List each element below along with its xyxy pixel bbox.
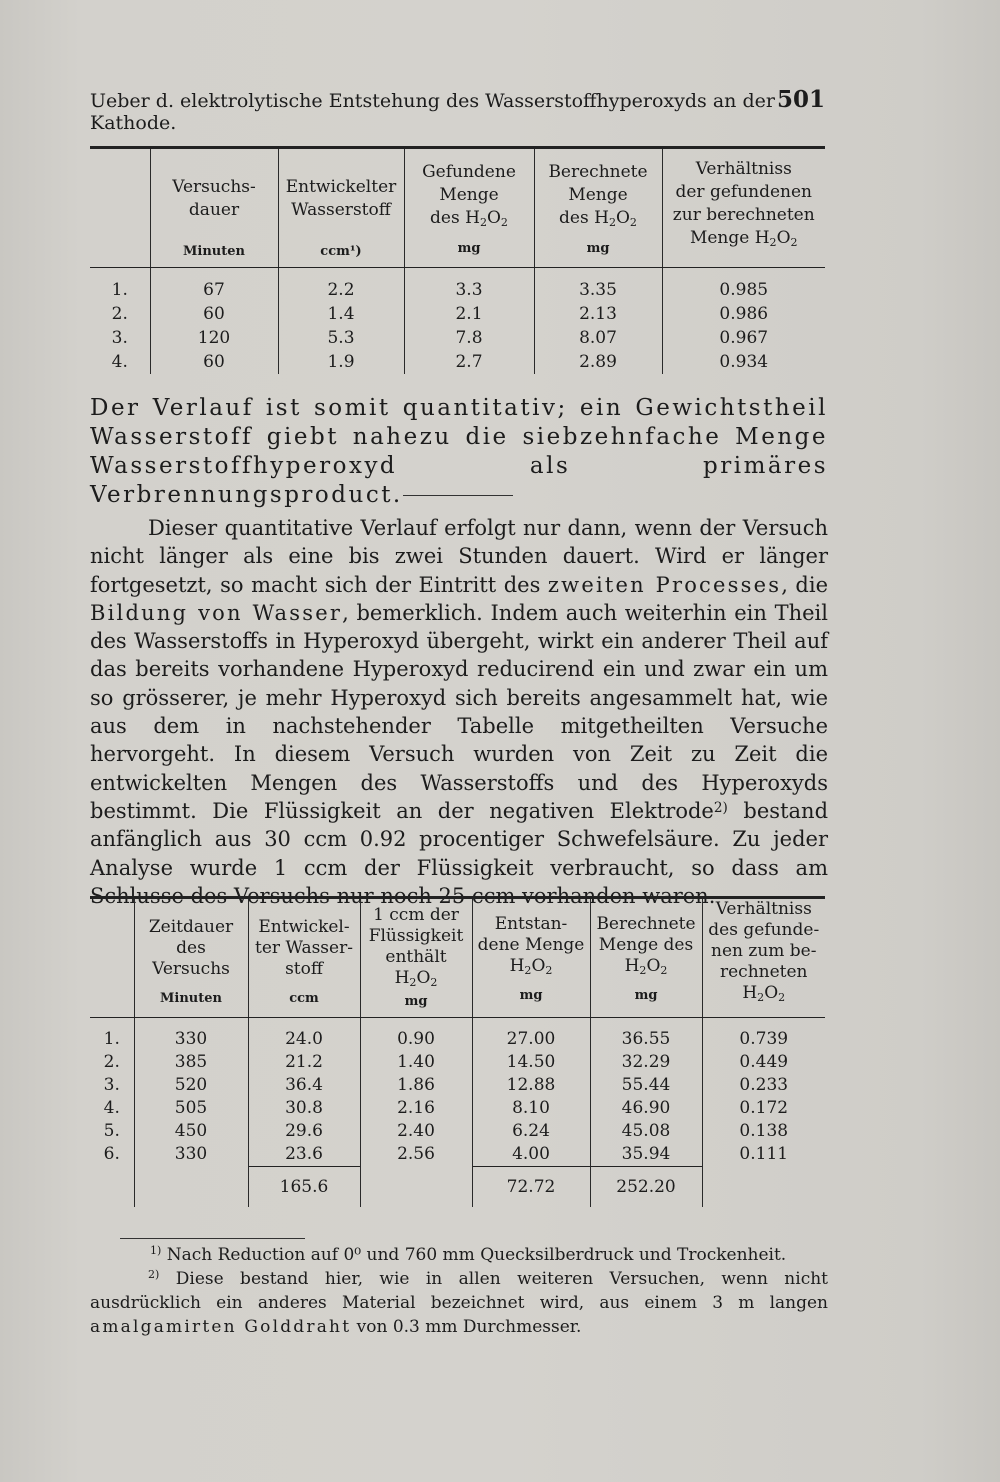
table-cell: 2.40 (360, 1120, 472, 1143)
footnote-2: $^{2)}$ Diese bestand hier, wie in allen weiteren Versuchen, wenn nicht ausdrücklich ein anderes Material bezeichnet wird, aus einem 3 m langen amalgamirten Golddraht von 0.3 mm Durchmesser. (90, 1268, 828, 1337)
table-row (90, 302, 825, 326)
table-cell: 0.967 (662, 326, 825, 350)
table-cell: 3.35 (534, 268, 662, 303)
table-row (90, 1018, 825, 1052)
table-cell: 520 (134, 1074, 248, 1097)
empty-cell (90, 1167, 134, 1208)
body-paragraph: Dieser quantitative Verlauf erfolgt nur dann, wenn der Versuch nicht länger als eine bis zwei Stunden dauert. Wird er länger fortgesetzt, so macht sich der Eintritt des zweiten Processes, die Bildung von Wasser, bemerklich. Indem auch weiterhin ein Theil des Wasserstoffs in Hyperoxyd übergeht, wirkt ein anderer Theil auf das bereits vorhandene Hyperoxyd reducirend ein und zwar ein um so grösserer, je mehr Hyperoxyd sich bereits angesammelt hat, wie aus dem in nachstehender Tabelle mitgetheilten Versuche hervorgeht. In diesem Versuch wurden von Zeit zu Zeit die entwickelten Mengen des Wasserstoffs und des Hyperoxyds bestimmt. Die Flüssigkeit an der negativen Elektrode$^{2)}$ bestand anfänglich aus 30 ccm 0.92 procentiger Schwefelsäure. Zu jeder Analyse wurde 1 ccm der Flüssigkeit verbraucht, so dass am Schlusse des Versuchs nur noch 25 ccm vorhanden waren. (90, 516, 829, 908)
table-cell: 46.90 (590, 1097, 702, 1120)
table-cell: 60 (150, 302, 278, 326)
table-cell: 0.739 (702, 1018, 825, 1052)
section-separator (403, 495, 513, 496)
sum-cell: 165.6 (248, 1167, 360, 1208)
table-cell: 36.55 (590, 1018, 702, 1052)
table-cell: 27.00 (472, 1018, 590, 1052)
row-number-header (90, 148, 150, 268)
table-row (90, 1120, 825, 1143)
footnote-1: $^{1)}$ Nach Reduction auf 0⁰ und 760 mm Quecksilberdruck und Trockenheit. (150, 1244, 787, 1265)
col-header-hydrogen: Entwickelter Wasserstoff ccm¹) (278, 148, 404, 268)
table-cell: 0.138 (702, 1120, 825, 1143)
row-number-cell: 1. (111, 280, 128, 300)
result-paragraph: Der Verlauf ist somit quantitativ; ein Gewichtstheil Wasserstoff giebt nahezu die siebzehnfache Menge Wasserstoffhyperoxyd als primäres Verbrennungsproduct. (90, 395, 828, 508)
table-cell: 2.2 (278, 268, 404, 303)
table-cell: 6.24 (472, 1120, 590, 1143)
table-cell: 0.934 (662, 350, 825, 374)
table-cell: 55.44 (590, 1074, 702, 1097)
table-cell: 24.0 (248, 1018, 360, 1052)
col-header-found: Gefundene Menge des $H_2O_2$ mg (404, 148, 534, 268)
table-cell: 1.40 (360, 1051, 472, 1074)
table-row (90, 1143, 825, 1167)
table-row (90, 326, 825, 350)
empty-cell (702, 1167, 825, 1208)
sum-cell: 252.20 (590, 1167, 702, 1208)
table-cell: 12.88 (472, 1074, 590, 1097)
table-cell: 23.6 (248, 1143, 360, 1167)
table-cell: 7.8 (404, 326, 534, 350)
running-header (90, 86, 825, 134)
row-number-cell: 1. (103, 1029, 120, 1049)
sum-cell: 72.72 (472, 1167, 590, 1208)
table-cell: 450 (134, 1120, 248, 1143)
table-cell: 1.4 (278, 302, 404, 326)
table-cell: 0.90 (360, 1018, 472, 1052)
table-cell: 0.111 (702, 1143, 825, 1167)
table-cell: 30.8 (248, 1097, 360, 1120)
col-header-duration: Versuchs- dauer Minuten (150, 148, 278, 268)
sum-row (90, 1167, 825, 1208)
table-cell: 8.07 (534, 326, 662, 350)
footnote-ref-2: 2) (713, 799, 728, 816)
table-cell: 1.9 (278, 350, 404, 374)
table-cell: 0.986 (662, 302, 825, 326)
col-header-duration: Zeitdauer des Versuchs Minuten (134, 898, 248, 1018)
table-cell: 2.13 (534, 302, 662, 326)
running-title: Ueber d. elektrolytische Entstehung des Wasserstoffhyperoxyds an der Kathode. (90, 90, 775, 134)
page-number: 501 (776, 86, 825, 113)
row-number-header (90, 898, 134, 1018)
empty-cell (360, 1167, 472, 1208)
table-cell: 2.16 (360, 1097, 472, 1120)
table-cell: 330 (134, 1143, 248, 1167)
col-header-calculated: Berechnete Menge des $H_2O_2$ mg (534, 148, 662, 268)
col-header-calculated: Berechnete Menge des $H_2O_2$ mg (590, 898, 702, 1018)
table-cell: 4.00 (472, 1143, 590, 1167)
table-electrolysis-short (90, 146, 825, 374)
row-number-cell: 5. (103, 1121, 120, 1141)
table-cell: 2.7 (404, 350, 534, 374)
table-cell: 8.10 (472, 1097, 590, 1120)
col-header-ratio: Verhältniss der gefundenen zur berechneten Menge $H_2O_2$ (662, 148, 825, 268)
table-cell: 5.3 (278, 326, 404, 350)
table-cell: 32.29 (590, 1051, 702, 1074)
table-electrolysis-long (90, 896, 825, 1207)
table-row (90, 1074, 825, 1097)
row-number-cell: 4. (111, 352, 128, 372)
col-header-ratio: Verhältniss des gefunde- nen zum be- rechneten $H_2O_2$ (702, 898, 825, 1018)
table-row (90, 268, 825, 303)
table-cell: 385 (134, 1051, 248, 1074)
table-row (90, 1097, 825, 1120)
table-cell: 2.1 (404, 302, 534, 326)
table-cell: 29.6 (248, 1120, 360, 1143)
table-cell: 2.56 (360, 1143, 472, 1167)
table-cell: 0.233 (702, 1074, 825, 1097)
empty-cell (134, 1167, 248, 1208)
row-number-cell: 4. (103, 1098, 120, 1118)
table-cell: 21.2 (248, 1051, 360, 1074)
table-cell: 36.4 (248, 1074, 360, 1097)
table-cell: 0.985 (662, 268, 825, 303)
col-header-formed: Entstan- dene Menge $H_2O_2$ mg (472, 898, 590, 1018)
table-row (90, 1051, 825, 1074)
table-row (90, 350, 825, 374)
table-cell: 2.89 (534, 350, 662, 374)
table-cell: 60 (150, 350, 278, 374)
table-cell: 14.50 (472, 1051, 590, 1074)
table-cell: 0.449 (702, 1051, 825, 1074)
row-number-cell: 3. (111, 328, 128, 348)
table-cell: 3.3 (404, 268, 534, 303)
table-cell: 505 (134, 1097, 248, 1120)
col-header-hydrogen: Entwickel- ter Wasser- stoff ccm (248, 898, 360, 1018)
row-number-cell: 2. (103, 1052, 120, 1072)
table-cell: 35.94 (590, 1143, 702, 1167)
table-cell: 45.08 (590, 1120, 702, 1143)
row-number-cell: 6. (103, 1144, 120, 1165)
footnote-rule (120, 1238, 305, 1239)
table-cell: 0.172 (702, 1097, 825, 1120)
row-number-cell: 2. (111, 304, 128, 324)
row-number-cell: 3. (103, 1075, 120, 1095)
table-cell: 330 (134, 1018, 248, 1052)
table-cell: 120 (150, 326, 278, 350)
table-cell: 67 (150, 268, 278, 303)
table-cell: 1.86 (360, 1074, 472, 1097)
col-header-concentration: 1 ccm der Flüssigkeit enthält $H_2O_2$ mg (360, 898, 472, 1018)
